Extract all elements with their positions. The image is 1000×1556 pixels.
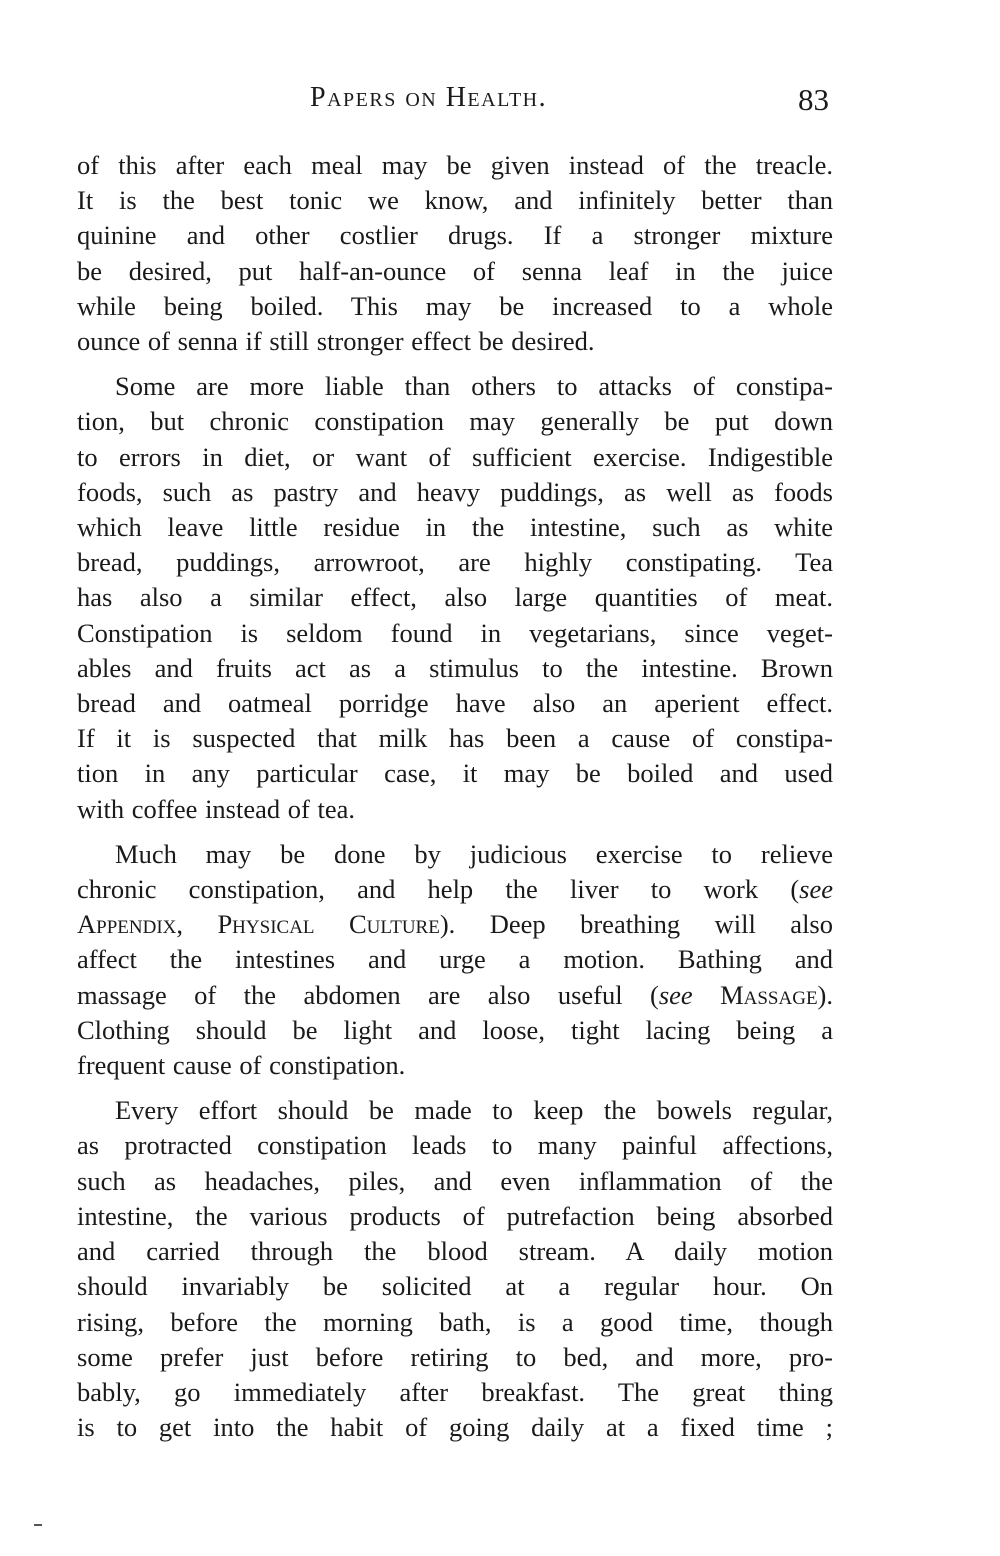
paragraph-4: [77, 1093, 833, 1445]
text-line: rising, before the morning bath, is a good time, though: [77, 1306, 833, 1337]
cross-reference: Appendix, Physical Culture: [77, 909, 440, 940]
text-line: should invariably be solicited at a regular hour. On: [77, 1271, 833, 1302]
scan-mark: [34, 1524, 42, 1526]
text-line: has also a similar effect, also large quantities of meat.: [77, 582, 833, 613]
text-line: which leave little residue in the intestine, such as white: [77, 512, 833, 543]
text-line: [77, 872, 833, 907]
text-line: some prefer just before retiring to bed, and more, pro-: [77, 1341, 833, 1372]
text-run: ).: [817, 979, 833, 1010]
text-line: [77, 907, 833, 942]
text-line: such as headaches, piles, and even inflammation of the: [77, 1165, 833, 1196]
text-line: of this after each meal may be given instead of the treacle.: [77, 150, 833, 180]
text-line: Some are more liable than others to attacks of constipa-: [115, 371, 833, 402]
text-line: bread and oatmeal porridge have also an aperient effect.: [77, 688, 833, 719]
text-line: tion, but chronic constipation may generally be put down: [77, 406, 833, 437]
text-line: ables and fruits act as a stimulus to the intestine. Brown: [77, 652, 833, 683]
text-line: affect the intestines and urge a motion. Bathing and: [77, 944, 833, 975]
paragraph-1: [77, 148, 833, 359]
text-line: is to get into the habit of going daily at a fixed time ;: [77, 1412, 833, 1443]
text-line: be desired, put half-an-ounce of senna leaf in the juice: [77, 255, 833, 286]
page-title: Papers on Health.: [310, 82, 548, 113]
text-line: bably, go immediately after breakfast. The great thing: [77, 1376, 833, 1407]
text-run: massage of the abdomen are also useful (: [77, 979, 659, 1010]
see-reference: see: [658, 979, 693, 1010]
text-line: Much may be done by judicious exercise to relieve: [115, 838, 833, 869]
paragraph-3: [77, 837, 833, 1083]
text-line: quinine and other costlier drugs. If a stronger mixture: [77, 220, 833, 251]
text-line: foods, such as pastry and heavy puddings, as well as foods: [77, 476, 833, 507]
text-body: [77, 148, 833, 1445]
text-line: intestine, the various products of putrefaction being absorbed: [77, 1200, 833, 1231]
text-line: while being boiled. This may be increased to a whole: [77, 290, 833, 321]
text-line: ounce of senna if still stronger effect be desired.: [77, 326, 595, 357]
text-line: It is the best tonic we know, and infinitely better than: [77, 185, 833, 216]
text-line: to errors in diet, or want of sufficient exercise. Indigestible: [77, 441, 833, 472]
text-run: ). Deep breathing will also: [439, 909, 833, 940]
page-number: 83: [798, 82, 829, 117]
cross-reference: Massage: [720, 979, 818, 1010]
text-line: If it is suspected that milk has been a cause of constipa-: [77, 723, 833, 754]
text-line: Constipation is seldom found in vegetarians, since veget-: [77, 617, 833, 648]
text-line: with coffee instead of tea.: [77, 793, 355, 824]
text-line: tion in any particular case, it may be boiled and used: [77, 758, 833, 789]
running-header: [0, 82, 1000, 122]
text-line: bread, puddings, arrowroot, are highly constipating. Tea: [77, 547, 833, 578]
text-run: chronic constipation, and help the liver to work (: [77, 874, 800, 905]
text-line: frequent cause of constipation.: [77, 1050, 406, 1081]
text-line: and carried through the blood stream. A daily motion: [77, 1236, 833, 1267]
text-line: [77, 978, 833, 1013]
text-line: as protracted constipation leads to many painful affections,: [77, 1130, 833, 1161]
text-line: Every effort should be made to keep the bowels regular,: [115, 1095, 833, 1126]
see-reference: see: [799, 874, 833, 905]
text-line: Clothing should be light and loose, tight lacing being a: [77, 1014, 833, 1045]
paragraph-2: [77, 369, 833, 827]
